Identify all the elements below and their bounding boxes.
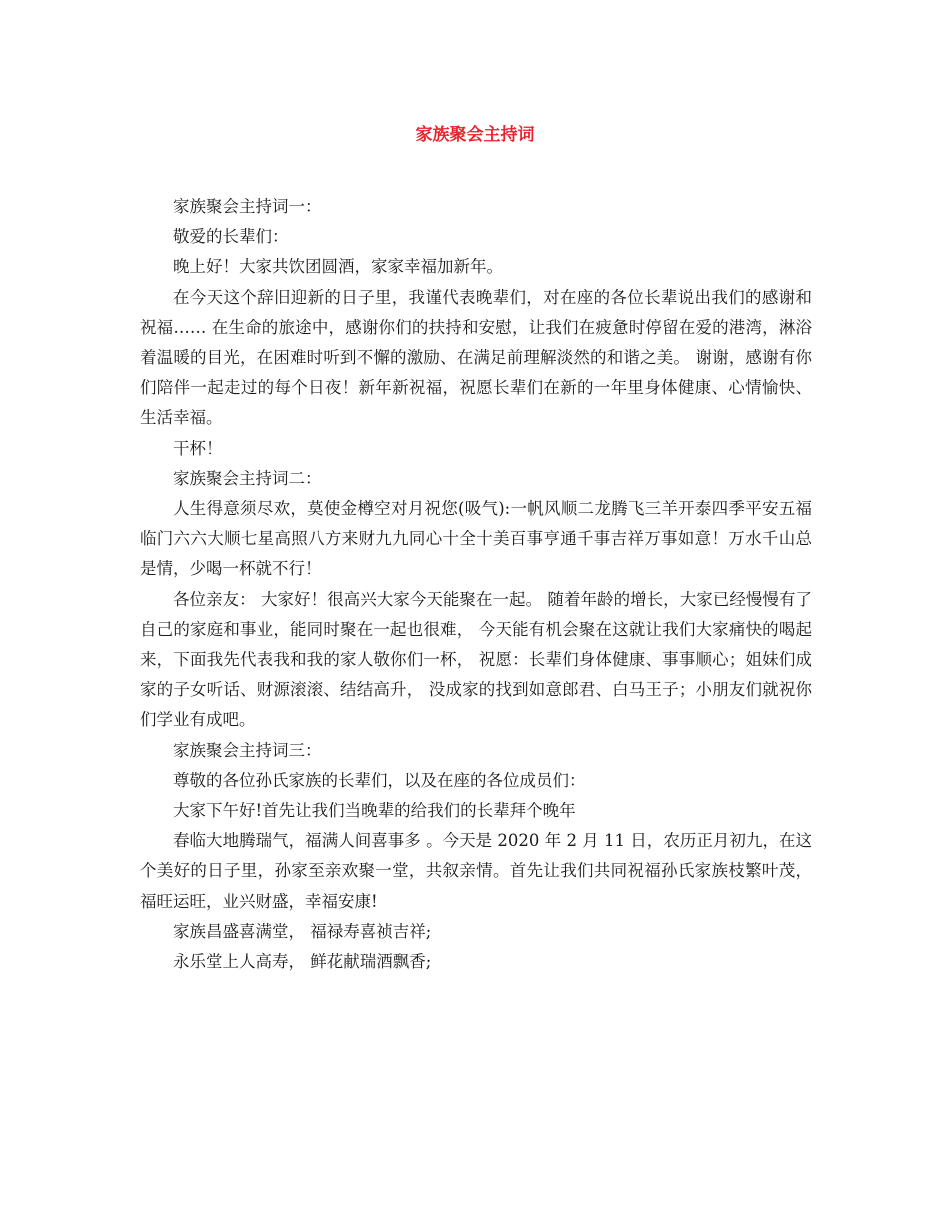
paragraph: 各位亲友： 大家好！很高兴大家今天能聚在一起。 随着年龄的增长，大家已经慢慢有了自己的家庭和事业，能同时聚在一起也很难， 今天能有机会聚在这就让我们大家痛快的喝起来，下面我先代表我和我的家人敬你们一杯， 祝愿：长辈们身体健康、事事顺心；姐妹们成家的子女听话、财源滚滚、结结高升， 没成家的找到如意郎君、白马王子；小朋友们就祝你们学业有成吧。 xyxy=(140,589,812,730)
paragraph: 敬爱的长辈们： xyxy=(173,227,289,247)
paragraph: 家族聚会主持词三： xyxy=(173,740,322,760)
paragraph: 春临大地腾瑞气，福满人间喜事多 。今天是 2020 年 2 月 11 日，农历正月初九，在这个美好的日子里，孙家至亲欢聚一堂，共叙亲情。首先让我们共同祝福孙氏家族枝繁叶茂，福旺运旺，业兴财盛，幸福安康! xyxy=(140,831,812,911)
paragraph: 家族聚会主持词一： xyxy=(173,197,322,216)
paragraph: 干杯！ xyxy=(173,438,223,458)
page-title: 家族聚会主持词 xyxy=(415,125,535,145)
paragraph: 在今天这个辞旧迎新的日子里，我谨代表晚辈们，对在座的各位长辈说出我们的感谢和祝福…… 在生命的旅途中，感谢你们的扶持和安慰，让我们在疲惫时停留在爱的港湾，淋浴着温暖的目光，在困难时听到不懈的激励、在满足前理解淡然的和谐之美。 谢谢，感谢有你们陪伴一起走过的每个日夜！新年新祝福，祝愿长辈们在新的一年里身体健康、心情愉快、生活幸福。 xyxy=(140,287,812,428)
document-body xyxy=(140,192,812,977)
paragraph: 永乐堂上人高寿， 鲜花献瑞酒飘香; xyxy=(173,952,432,972)
paragraph: 家族聚会主持词二： xyxy=(173,468,322,488)
paragraph: 人生得意须尽欢，莫使金樽空对月祝您(吸气):一帆风顺二龙腾飞三羊开泰四季平安五福临门六六大顺七星高照八方来财九九同心十全十美百事亨通千事吉祥万事如意！万水千山总是情，少喝一杯就不行！ xyxy=(140,499,812,579)
paragraph: 家族昌盛喜满堂， 福禄寿喜祯吉祥; xyxy=(173,921,432,941)
paragraph: 晚上好！大家共饮团圆酒，家家幸福加新年。 xyxy=(173,257,503,277)
paragraph: 大家下午好!首先让我们当晚辈的给我们的长辈拜个晚年 xyxy=(173,801,576,821)
paragraph: 尊敬的各位孙氏家族的长辈们，以及在座的各位成员们： xyxy=(173,770,586,790)
